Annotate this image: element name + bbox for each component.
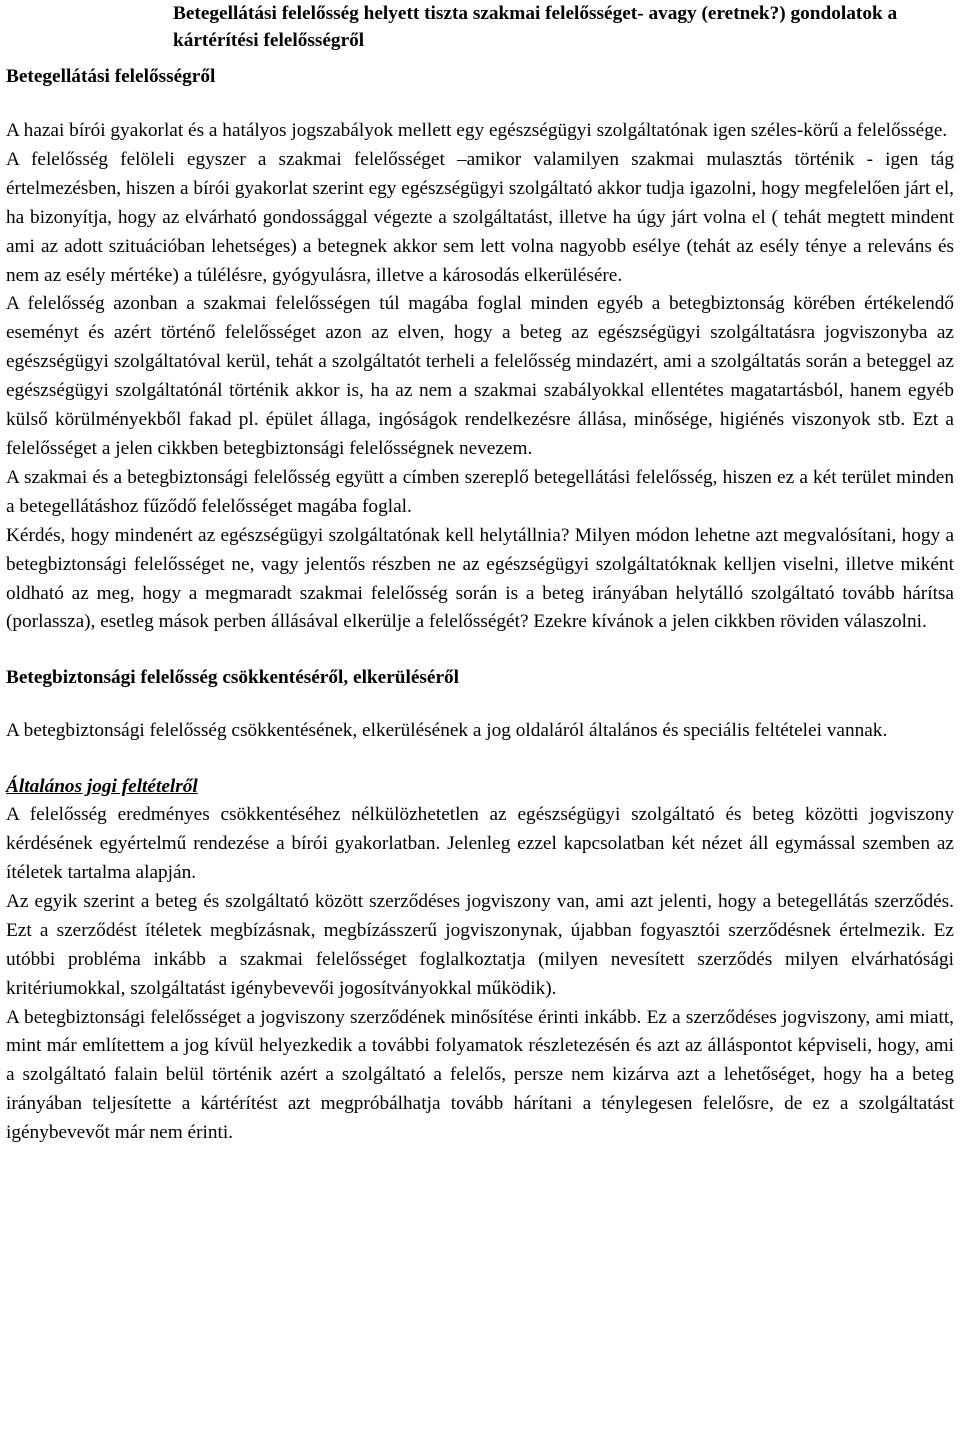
- paragraph: A hazai bírói gyakorlat és a hatályos jogszabályok mellett egy egészségügyi szolgáltatónak igen széles-körű a felelőssége.: [6, 120, 948, 141]
- paragraph: A betegbiztonsági felelősséget a jogviszony szerződének minősítése érinti inkább. Ez a szerződéses jogviszony, ami miatt, mint már említettem a jog kívül helyezkedik a további folyamatok részletezésén és azt az álláspontot képviseli, hogy, ami a szolgáltató falain belül történik azért a szolgáltató a felelős, persze nem kizárva azt a lehetőséget, hogy ha a beteg irányában teljesítette a kártérítést azt megpróbálhatja tovább hárítani a ténylegesen felelősre, de ez a szolgáltatást igénybevevőt már nem érinti.: [6, 1006, 954, 1144]
- paragraph: A szakmai és a betegbiztonsági felelősség együtt a címben szereplő betegellátási felelősség, hiszen ez a két terület minden a betegellátáshoz fűződő felelősséget magába foglal.: [6, 466, 954, 517]
- paragraph: Kérdés, hogy mindenért az egészségügyi szolgáltatónak kell helytállnia? Milyen módon lehetne azt megvalósítani, hogy a betegbiztonsági felelősséget ne, vagy jelentős részben ne az egészségügyi szolgáltatóknak kelljen viselni, illetve miként oldható az meg, hogy a megmaradt szakmai felelősség során is a beteg irányában helytálló szolgáltató tovább hárítsa (porlassza), esetleg mások perben állásával elkerülje a felelősségét? Ezekre kívánok a jelen cikkben röviden válaszolni.: [6, 524, 954, 633]
- document-title: Betegellátási felelősség helyett tiszta szakmai felelősséget- avagy (eretnek?) gondolatok a kártérítési felelősségről: [173, 3, 898, 51]
- section-heading-betegellatasi: Betegellátási felelősségről: [6, 66, 216, 87]
- paragraph: A felelősség azonban a szakmai felelősségen túl magába foglal minden egyéb a betegbiztonság körében értékelendő eseményt és azért történő felelősséget azon az elven, hogy a beteg az egészségügyi szolgáltatásra jogviszonyba az egészségügyi szolgáltatóval kerül, tehát a szolgáltatót terheli a felelősség mindazért, ami a szolgáltatás során a beteggel az egészségügyi szolgáltatónál történik akkor is, ha az nem a szakmai szabályokkal ellentétes magatartásból, hanem egyéb külső körülményekből fakad pl. épület állaga, ingóságok rendelkezésre állása, minősége, higiénés viszonyok stb. Ezt a felelősséget a jelen cikkben betegbiztonsági felelősségnek nevezem.: [6, 293, 954, 459]
- paragraph: A felelősség eredményes csökkentéséhez nélkülözhetetlen az egészségügyi szolgáltató és beteg közötti jogviszony kérdésének egyértelmű rendezése a bírói gyakorlatban. Jelenleg ezzel kapcsolatban két nézet áll egymással szemben az ítéletek tartalma alapján.: [6, 804, 954, 884]
- paragraph: Az egyik szerint a beteg és szolgáltató között szerződéses jogviszony van, ami azt jelenti, hogy a betegellátás szerződés. Ezt a szerződést ítéletek megbízásnak, megbízásszerű jogviszonynak, újabban fogyasztói szerződésnek értelmezik. Ez utóbbi probléma inkább a szakmai felelősséget foglalkoztatja (milyen nevesített szerződés milyen elvárhatósági kritériumokkal, szolgáltatást igénybevevői jogosítványokkal működik).: [6, 890, 954, 999]
- document-page: [6, 0, 954, 1148]
- section-heading-betegbiztonsagi: Betegbiztonsági felelősség csökkentéséről, elkerüléséről: [6, 667, 460, 689]
- paragraph: A betegbiztonsági felelősség csökkentésének, elkerülésének a jog oldaláról általános és speciális feltételei vannak.: [6, 720, 888, 742]
- paragraph: A felelősség felöleli egyszer a szakmai felelősséget –amikor valamilyen szakmai mulasztás történik - igen tág értelmezésben, hiszen a bírói gyakorlat szerint egy egészségügyi szolgáltató akkor tudja igazolni, hogy megfelelően járt el, ha bizonyítja, hogy az elvárható gondossággal végezte a szolgáltatást, illetve ha úgy járt volna el ( tehát megtett mindent ami az adott szituációban lehetséges) a betegnek akkor sem lett volna nagyobb esélye (tehát az esély ténye a releváns és nem az esély mértéke) a túlélésre, gyógyulásra, illetve a károsodás elkerülésére.: [6, 148, 954, 286]
- subsection-heading-altalanos: Általános jogi feltételről: [6, 776, 198, 798]
